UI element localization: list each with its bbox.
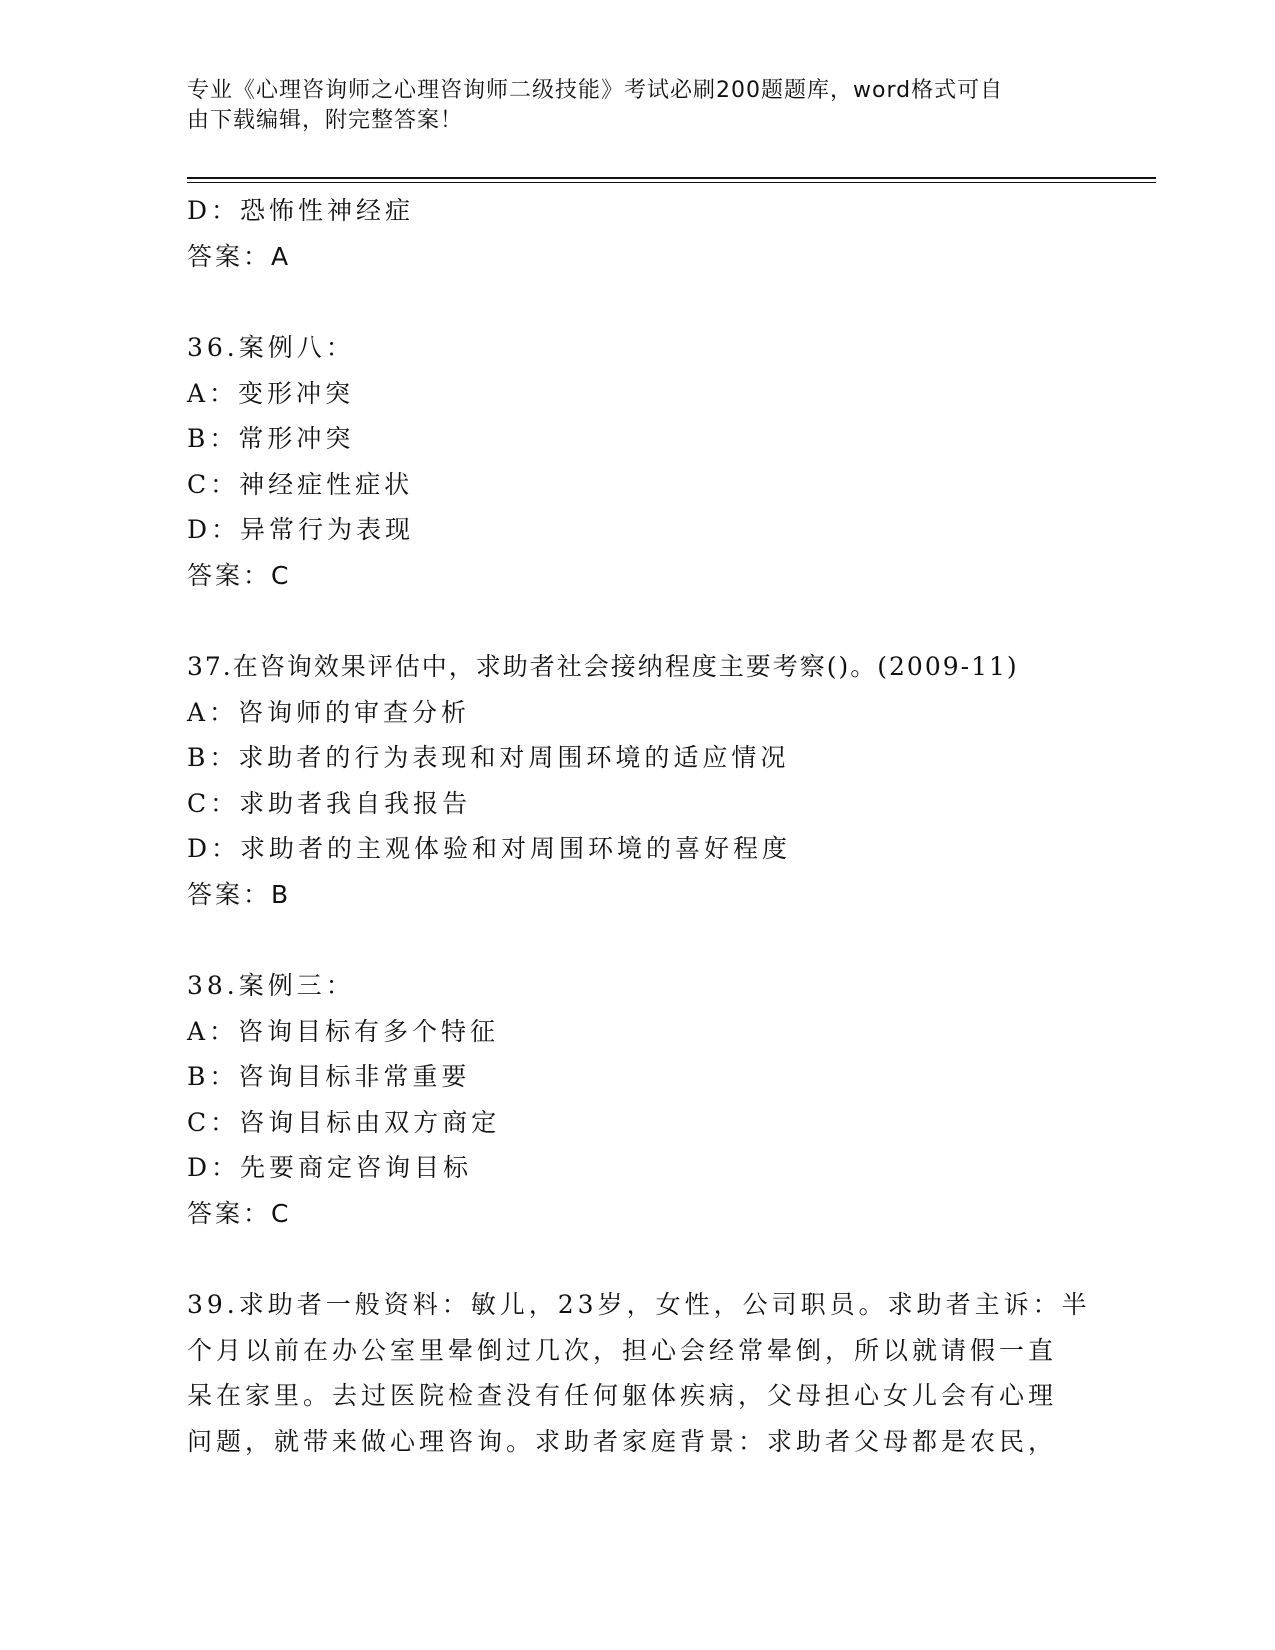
question-37: [187, 644, 1087, 917]
question-36: [187, 325, 1087, 598]
document-header: [187, 76, 1067, 136]
header-rule-thick: [187, 177, 1156, 179]
answer: 答案：C: [187, 1198, 292, 1228]
header-rule-thin: [187, 182, 1156, 183]
question-text-line-3: 呆在家里。去过医院检查没有任何躯体疾病，父母担心女儿会有心理: [187, 1381, 1058, 1410]
answer: 答案：A: [187, 241, 292, 271]
question-39: [187, 1282, 1091, 1464]
header-line-1: 专业《心理咨询师之心理咨询师二级技能》考试必刷200题题库，word格式可自: [187, 78, 1004, 103]
option-d: D：先要商定咨询目标: [187, 1153, 473, 1182]
spacer: [187, 1236, 1087, 1282]
option-b: B：常形冲突: [187, 424, 355, 453]
question-text-line-1: 39.求助者一般资料：敏儿，23岁，女性，公司职员。求助者主诉：半: [187, 1290, 1091, 1319]
option-c: C：求助者我自我报告: [187, 788, 472, 818]
option-b: B：求助者的行为表现和对周围环境的适应情况: [187, 743, 790, 772]
spacer: [187, 598, 1087, 644]
option-d: D：求助者的主观体验和对周围环境的喜好程度: [187, 834, 792, 863]
option-c: C：神经症性症状: [187, 469, 414, 499]
question-text-line-4: 问题，就带来做心理咨询。求助者家庭背景：求助者父母都是农民，: [187, 1426, 1058, 1456]
spacer: [187, 917, 1087, 963]
option-a: A：咨询师的审查分析: [187, 697, 471, 727]
question-stem: 38.案例三：: [187, 971, 355, 1000]
header-line-2: 由下载编辑，附完整答案！: [187, 108, 464, 133]
option-c: C：咨询目标由双方商定: [187, 1107, 501, 1137]
question-38: [187, 963, 1087, 1236]
answer: 答案：C: [187, 560, 292, 590]
spacer: [187, 279, 1087, 325]
question-35-tail: [187, 188, 1087, 279]
option-a: A：咨询目标有多个特征: [187, 1016, 500, 1046]
option-a: A：变形冲突: [187, 378, 355, 408]
option-d: D：异常行为表现: [187, 515, 415, 544]
question-list: [187, 188, 1091, 1464]
question-stem: 36.案例八：: [187, 333, 355, 362]
question-text-line-2: 个月以前在办公室里晕倒过几次，担心会经常晕倒，所以就请假一直: [187, 1335, 1058, 1365]
question-stem: 37.在咨询效果评估中，求助者社会接纳程度主要考察()。(2009-11): [187, 652, 1019, 681]
answer: 答案：B: [187, 879, 292, 909]
option-b: B：咨询目标非常重要: [187, 1062, 471, 1091]
option-d: D：恐怖性神经症: [187, 196, 415, 225]
